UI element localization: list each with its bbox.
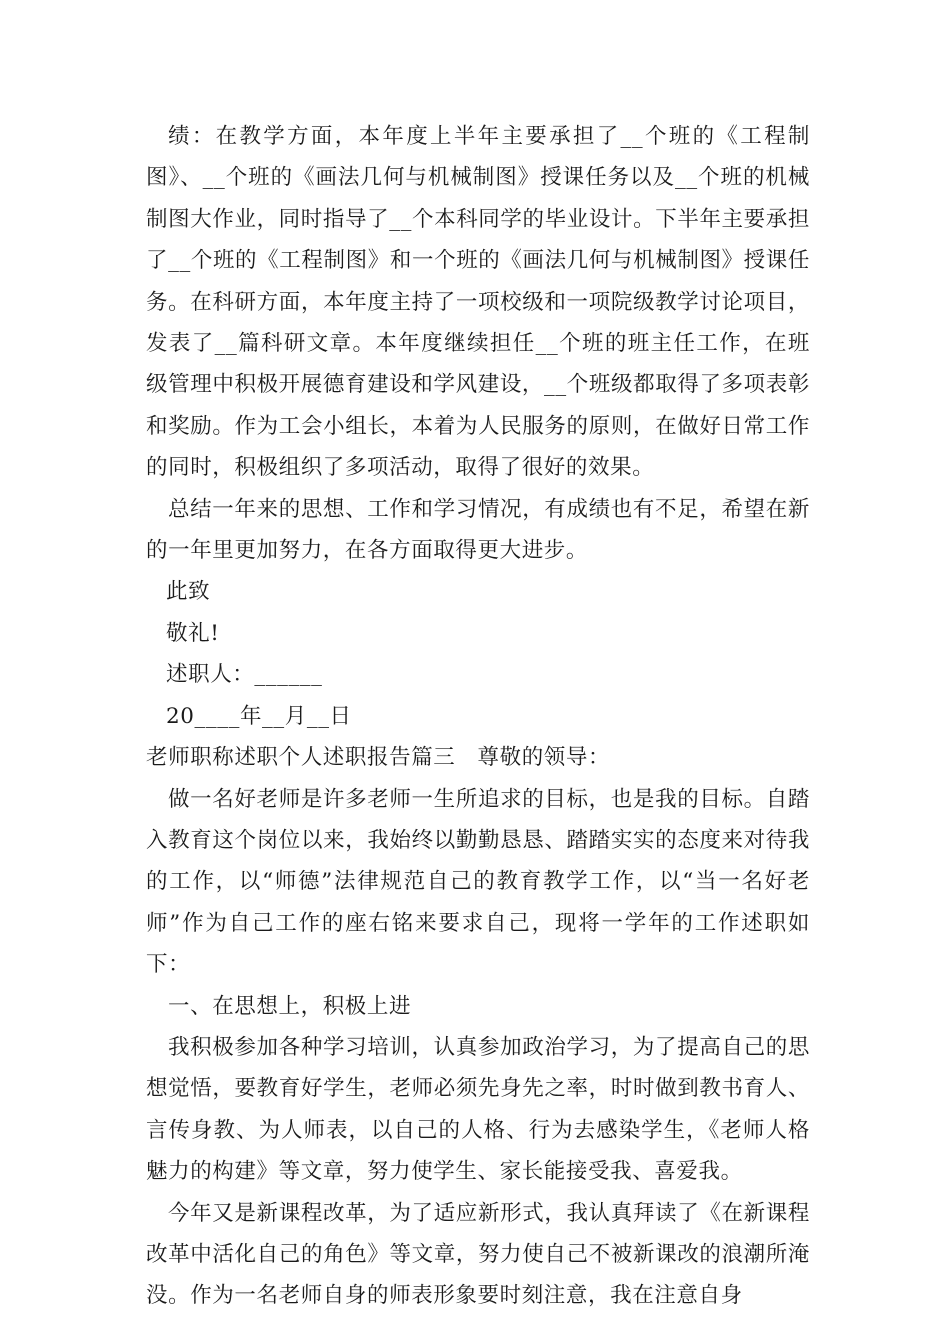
paragraph-year-summary: 总结一年来的思想、工作和学习情况，有成绩也有不足，希望在新的一年里更加努力，在各方面取得更大进步。 [146, 496, 810, 564]
paragraph-curriculum-reform: 今年又是新课程改革，为了适应新形式，我认真拜读了《在新课程改革中活化自己的角色》等文章，努力使自己不被新课改的浪潮所淹没。作为一名老师自身的师表形象要时刻注意，我在注意自身 [146, 1200, 810, 1309]
paragraph-subheading-thought: 一、在思想上，积极上进 [168, 993, 412, 1019]
closing-regards: 敬礼! [166, 620, 220, 646]
paragraph-study-training: 我积极参加各种学习培训，认真参加政治学习，为了提高自己的思想觉悟，要教育好学生，老师必须先身先之率，时时做到教书育人、言传身教、为人师表，以自己的人格、行为去感染学生，《老师人格魅力的构建》等文章，努力使学生、家长能接受我、喜爱我。 [146, 1034, 810, 1185]
closing-date: 20____年__月__日 [166, 703, 352, 729]
section-heading: 老师职称述职个人述职报告篇三 尊敬的领导： [146, 745, 611, 771]
paragraph-intro: 做一名好老师是许多老师一生所追求的目标，也是我的目标。自踏入教育这个岗位以来，我始终以勤勤恳恳、踏踏实实的态度来对待我的工作，以“师德”法律规范自己的教育教学工作，以“当一名好老师”作为自己工作的座右铭来要求自己，现将一学年的工作述职如下： [146, 786, 810, 978]
closing-signer: 述职人：______ [166, 662, 323, 688]
closing-salutation: 此致 [166, 579, 211, 605]
paragraph-teaching-summary: 绩：在教学方面，本年度上半年主要承担了__个班的《工程制图》、__个班的《画法几何与机械制图》授课任务以及__个班的机械制图大作业，同时指导了__个本科同学的毕业设计。下半年主要承担了__个班的《工程制图》和一个班的《画法几何与机械制图》授课任务。在科研方面，本年度主持了一项校级和一项院级教学讨论项目，发表了__篇科研文章。本年度继续担任__个班的班主任工作，在班级管理中积极开展德育建设和学风建设，__个班级都取得了多项表彰和奖励。作为工会小组长，本着为人民服务的原则，在做好日常工作的同时，积极组织了多项活动，取得了很好的效果。 [146, 124, 810, 481]
document-body [146, 116, 810, 1317]
